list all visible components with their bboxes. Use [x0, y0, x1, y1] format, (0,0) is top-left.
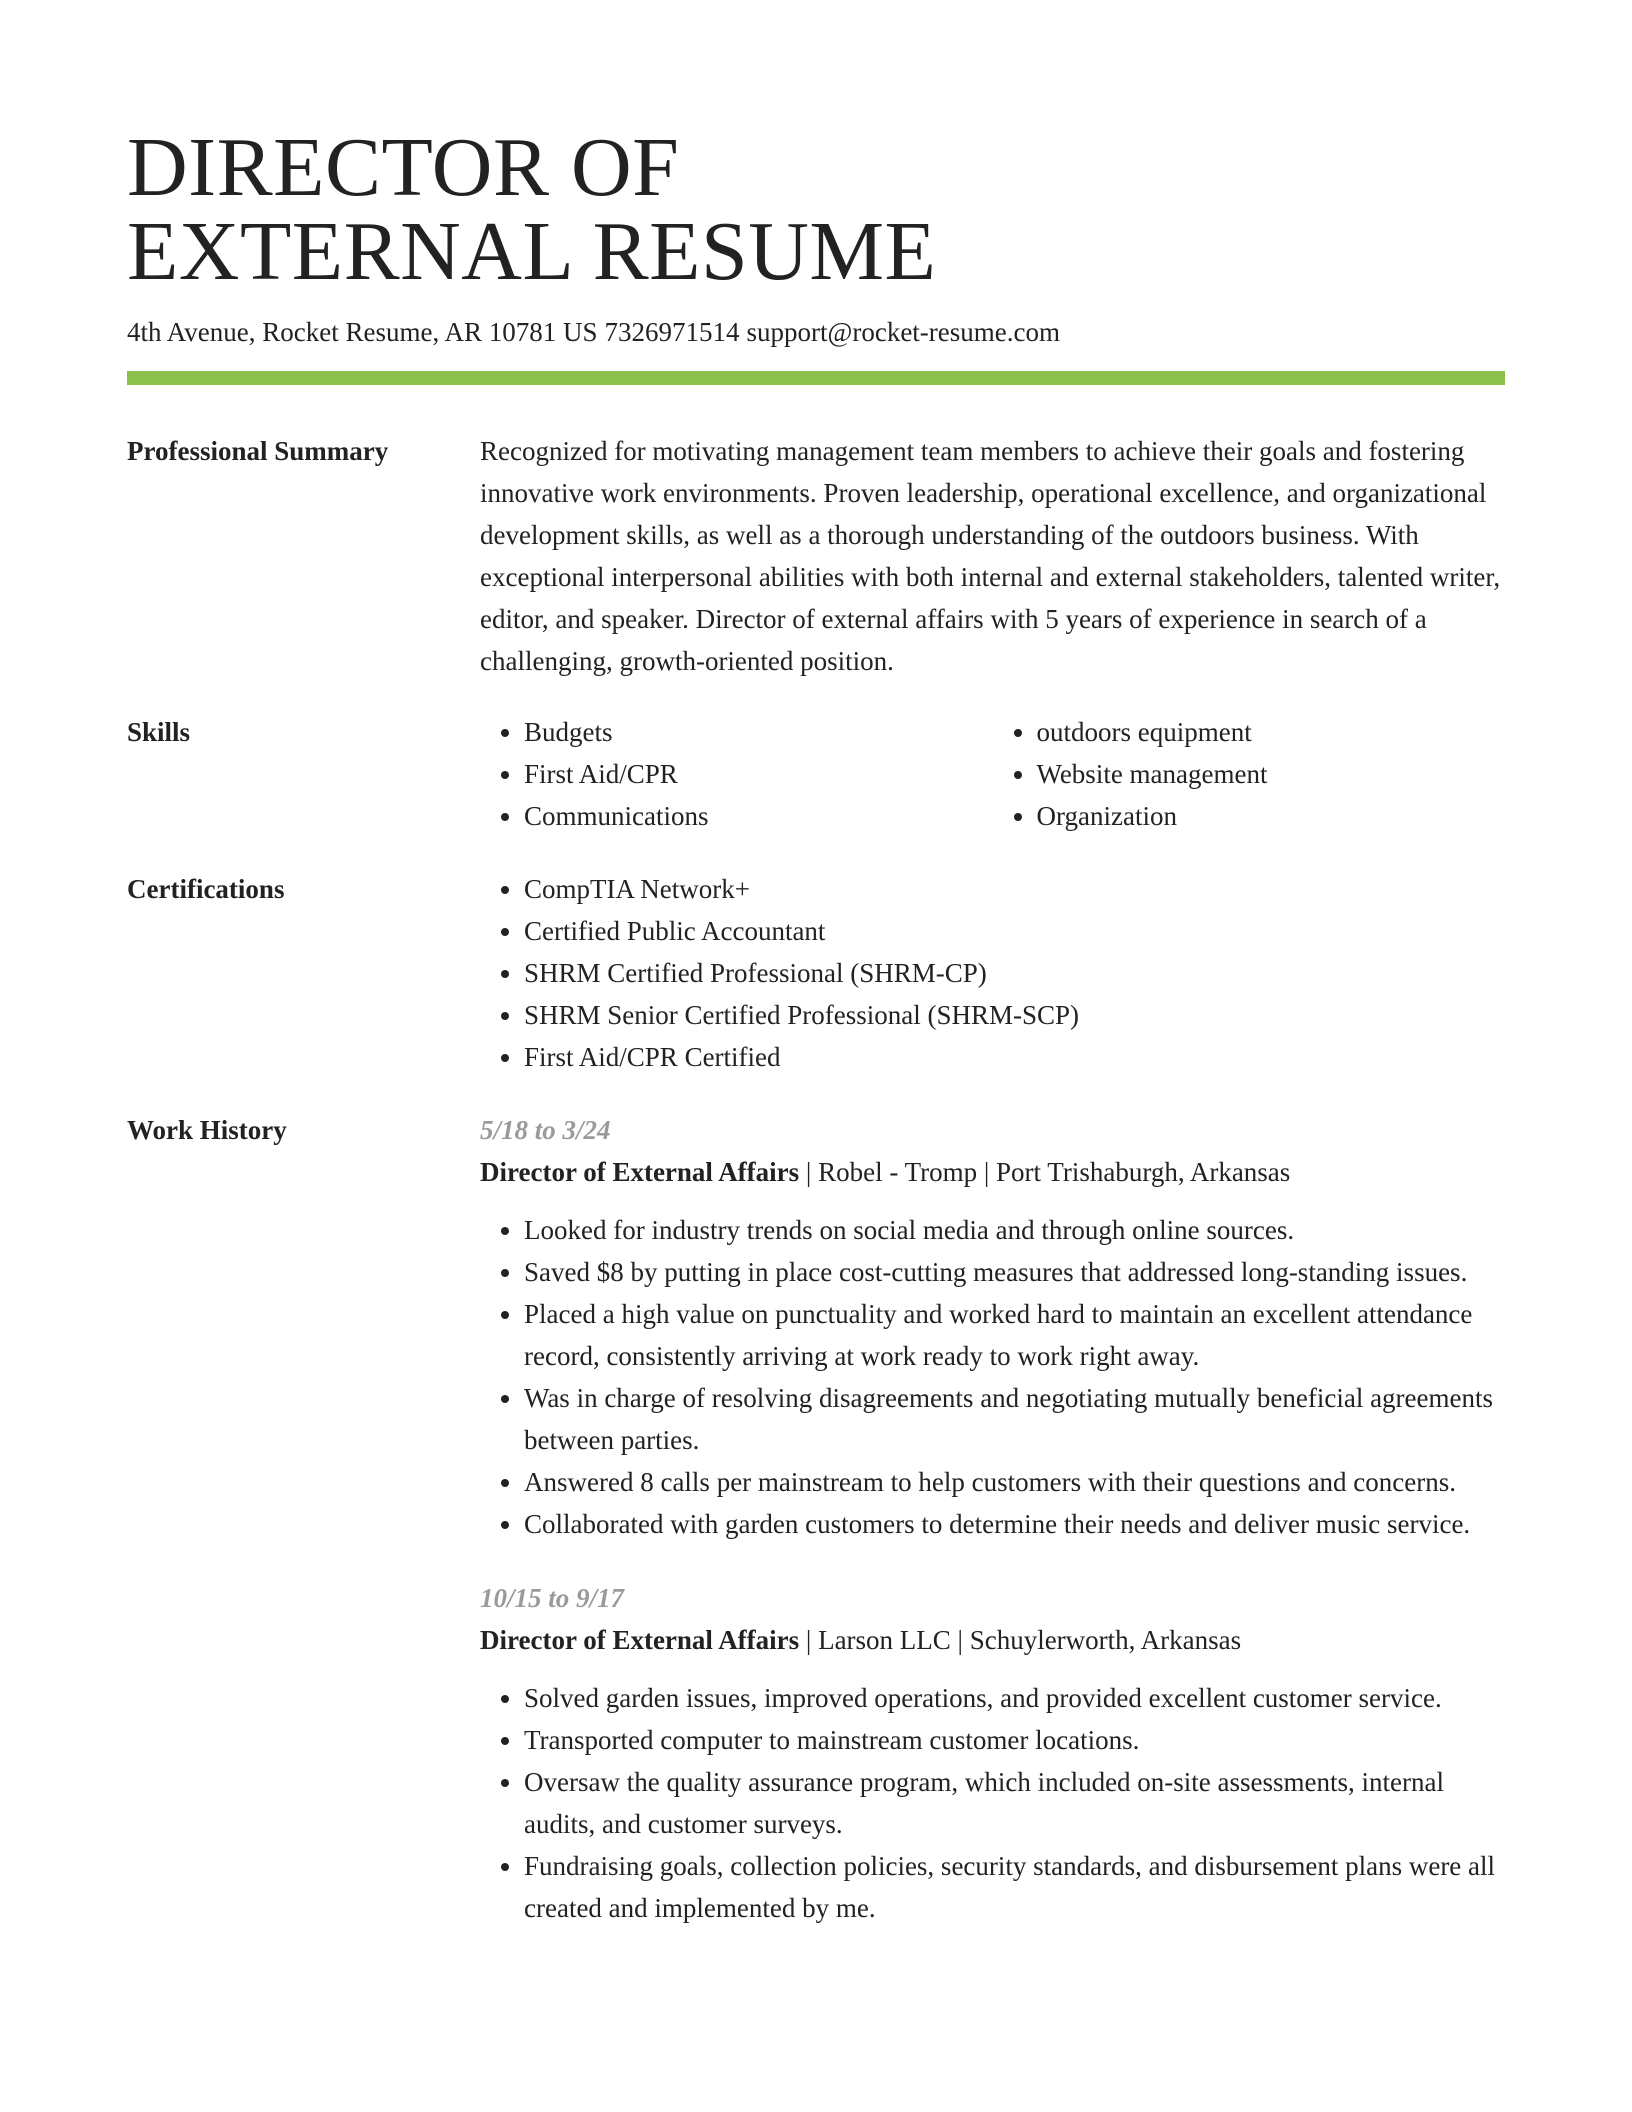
contact-phone: 7326971514: [604, 317, 740, 347]
job-entry: [480, 1109, 1505, 1545]
job-bullet: • Solved garden issues, improved operations, and provided excellent customer service.: [524, 1677, 1505, 1719]
certification-item: • CompTIA Network+: [524, 868, 1505, 910]
job-heading: [480, 1619, 1505, 1661]
skill-item: • Budgets: [524, 711, 993, 753]
job-heading: [480, 1151, 1505, 1193]
skills-grid: [480, 711, 1505, 837]
skill-item: • outdoors equipment: [1037, 711, 1506, 753]
skill-item: • First Aid/CPR: [524, 753, 993, 795]
resume-title-line-2: EXTERNAL RESUME: [127, 205, 937, 298]
contact-address: 4th Avenue, Rocket Resume, AR 10781 US: [127, 317, 598, 347]
job-bullets: [480, 1209, 1505, 1545]
skills-body: [480, 711, 1505, 837]
accent-divider: [127, 371, 1505, 385]
section-heading-certifications: Certifications: [127, 874, 285, 904]
job-bullet: • Collaborated with garden customers to determine their needs and deliver music service.: [524, 1503, 1505, 1545]
work-history-body: [480, 1109, 1505, 1961]
contact-line: [127, 314, 1067, 350]
summary-text: Recognized for motivating management team members to achieve their goals and fostering innovative work environments. Proven leadership, operational excellence, and organizational development skills, as well as a thorough understanding of the outdoors business. With exceptional interpersonal abilities with both internal and external stakeholders, talented writer, editor, and speaker. Director of external affairs with 5 years of experience in search of a challenging, growth-oriented position.: [480, 436, 1501, 676]
skill-item: • Communications: [524, 795, 993, 837]
skills-column-left: [480, 711, 993, 837]
section-heading-skills: Skills: [127, 717, 191, 747]
certification-item: • Certified Public Accountant: [524, 910, 1505, 952]
certification-item: • SHRM Certified Professional (SHRM-CP): [524, 952, 1505, 994]
job-title: Director of External Affairs: [480, 1625, 800, 1655]
job-bullets: [480, 1677, 1505, 1929]
resume-title-line-1: DIRECTOR OF: [127, 121, 680, 214]
job-bullet: • Placed a high value on punctuality and worked hard to maintain an excellent attendance record, consistently arriving at work ready to work right away.: [524, 1293, 1505, 1377]
resume-title: [127, 121, 937, 298]
summary-body: [480, 430, 1505, 682]
job-title: Director of External Affairs: [480, 1157, 800, 1187]
section-heading-work-history: Work History: [127, 1115, 287, 1145]
section-heading-summary: Professional Summary: [127, 436, 389, 466]
certifications-list: [480, 868, 1505, 1078]
job-bullet: • Oversaw the quality assurance program, which included on-site assessments, internal audits, and customer surveys.: [524, 1761, 1505, 1845]
job-dates: 5/18 to 3/24: [480, 1115, 611, 1145]
certifications-body: [480, 868, 1505, 1078]
contact-email[interactable]: support@rocket-resume.com: [746, 317, 1061, 347]
skill-item: • Website management: [1037, 753, 1506, 795]
job-bullet: • Saved $8 by putting in place cost-cutting measures that addressed long-standing issues.: [524, 1251, 1505, 1293]
job-bullet: • Fundraising goals, collection policies, security standards, and disbursement plans were all created and implemented by me.: [524, 1845, 1505, 1929]
job-company-location: | Robel - Tromp | Port Trishaburgh, Arkansas: [799, 1157, 1291, 1187]
job-company-location: | Larson LLC | Schuylerworth, Arkansas: [799, 1625, 1242, 1655]
skill-item: • Organization: [1037, 795, 1506, 837]
job-bullet: • Looked for industry trends on social media and through online sources.: [524, 1209, 1505, 1251]
job-entry: [480, 1577, 1505, 1929]
job-dates: 10/15 to 9/17: [480, 1583, 625, 1613]
job-bullet: • Was in charge of resolving disagreements and negotiating mutually beneficial agreements between parties.: [524, 1377, 1505, 1461]
certification-item: • First Aid/CPR Certified: [524, 1036, 1505, 1078]
job-bullet: • Answered 8 calls per mainstream to help customers with their questions and concerns.: [524, 1461, 1505, 1503]
skills-column-right: [993, 711, 1506, 837]
job-bullet: • Transported computer to mainstream customer locations.: [524, 1719, 1505, 1761]
certification-item: • SHRM Senior Certified Professional (SHRM-SCP): [524, 994, 1505, 1036]
